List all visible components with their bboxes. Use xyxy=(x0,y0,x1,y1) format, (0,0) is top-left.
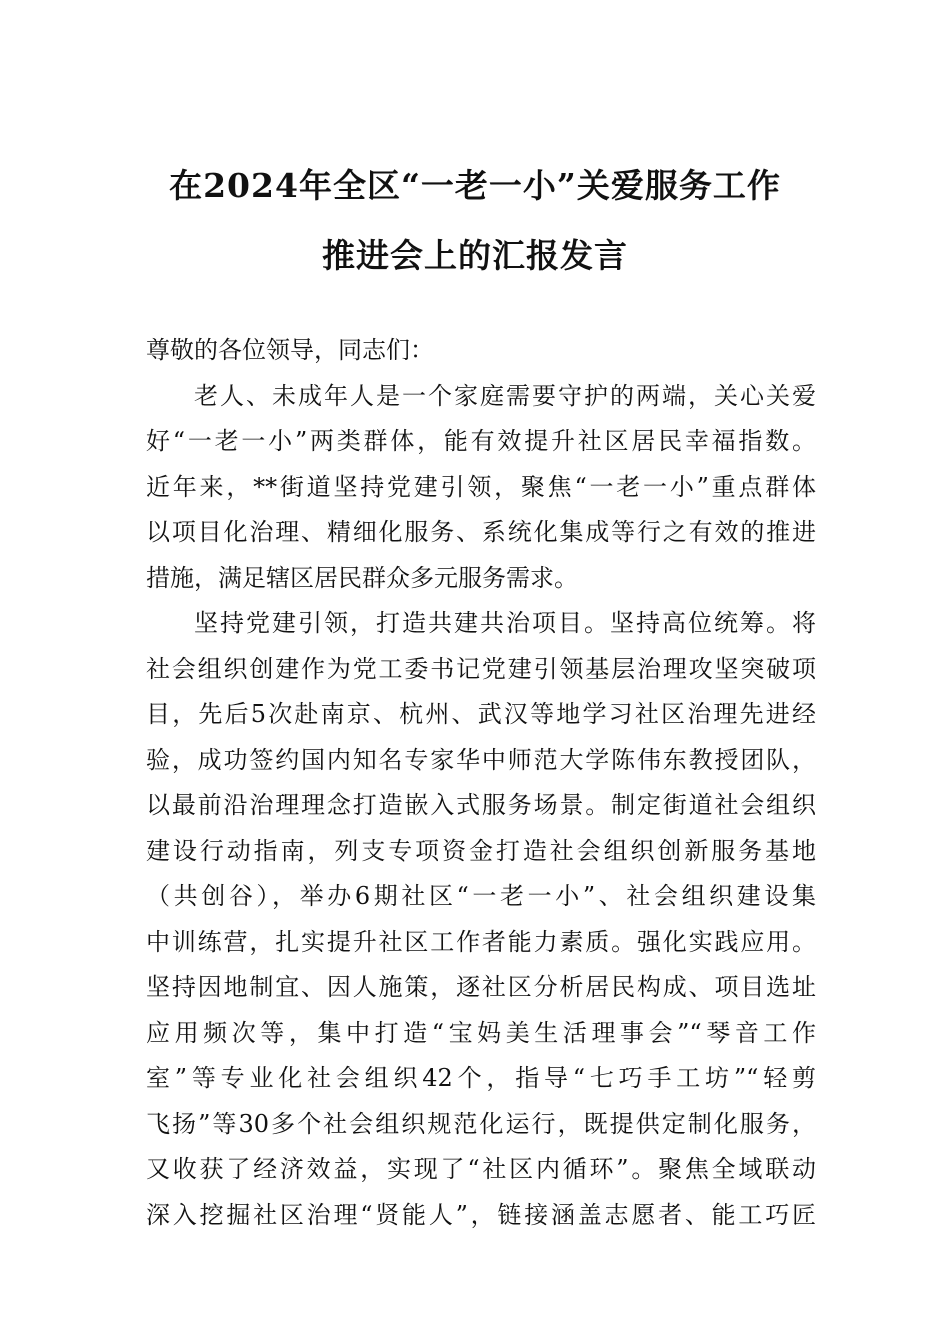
body-text-line: 目，先后5次赴南京、杭州、武汉等地学习社区治理先进经 xyxy=(146,700,816,728)
body-text-line: 中训练营，扎实提升社区工作者能力素质。强化实践应用。 xyxy=(146,927,816,956)
body-text-line: 又收获了经济效益，实现了“社区内循环”。聚焦全域联动 xyxy=(146,1155,816,1183)
body-text-line: 措施，满足辖区居民群众多元服务需求。 xyxy=(146,563,578,592)
body-text-line: 验，成功签约国内知名专家华中师范大学陈伟东教授团队， xyxy=(146,745,816,774)
body-text-line: 近年来，**街道坚持党建引领，聚焦“一老一小”重点群体 xyxy=(146,472,816,501)
body-text-line: 建设行动指南，列支专项资金打造社会组织创新服务基地 xyxy=(146,836,816,865)
document-title-line-1: 在2024年全区“一老一小”关爱服务工作 xyxy=(169,166,781,205)
body-text-line: 老人、未成年人是一个家庭需要守护的两端，关心关爱 xyxy=(194,381,816,410)
body-text-line: 坚持党建引领，打造共建共治项目。坚持高位统筹。将 xyxy=(194,609,816,637)
body-text-line: 室”等专业化社会组织42个，指导“七巧手工坊”“轻剪 xyxy=(146,1064,816,1092)
body-text-line: 以项目化治理、精细化服务、系统化集成等行之有效的推进 xyxy=(146,518,816,546)
body-text-line: 飞扬”等30多个社会组织规范化运行，既提供定制化服务， xyxy=(146,1109,816,1138)
body-text-line: 尊敬的各位领导，同志们： xyxy=(146,336,434,364)
body-text-line: 坚持因地制宜、因人施策，逐社区分析居民构成、项目选址 xyxy=(146,973,816,1001)
body-text-line: 以最前沿治理理念打造嵌入式服务场景。制定街道社会组织 xyxy=(146,791,816,819)
body-text-line: 好“一老一小”两类群体，能有效提升社区居民幸福指数。 xyxy=(146,427,816,455)
body-text-line: （共创谷），举办6期社区“一老一小”、社会组织建设集 xyxy=(146,882,816,910)
body-text-line: 深入挖掘社区治理“贤能人”，链接涵盖志愿者、能工巧匠 xyxy=(146,1200,816,1229)
document-body xyxy=(146,328,816,1238)
body-text-line: 社会组织创建作为党工委书记党建引领基层治理攻坚突破项 xyxy=(146,654,816,683)
document-title-line-2: 推进会上的汇报发言 xyxy=(322,236,628,275)
body-text-line: 应用频次等，集中打造“宝妈美生活理事会”“琴音工作 xyxy=(146,1018,816,1047)
